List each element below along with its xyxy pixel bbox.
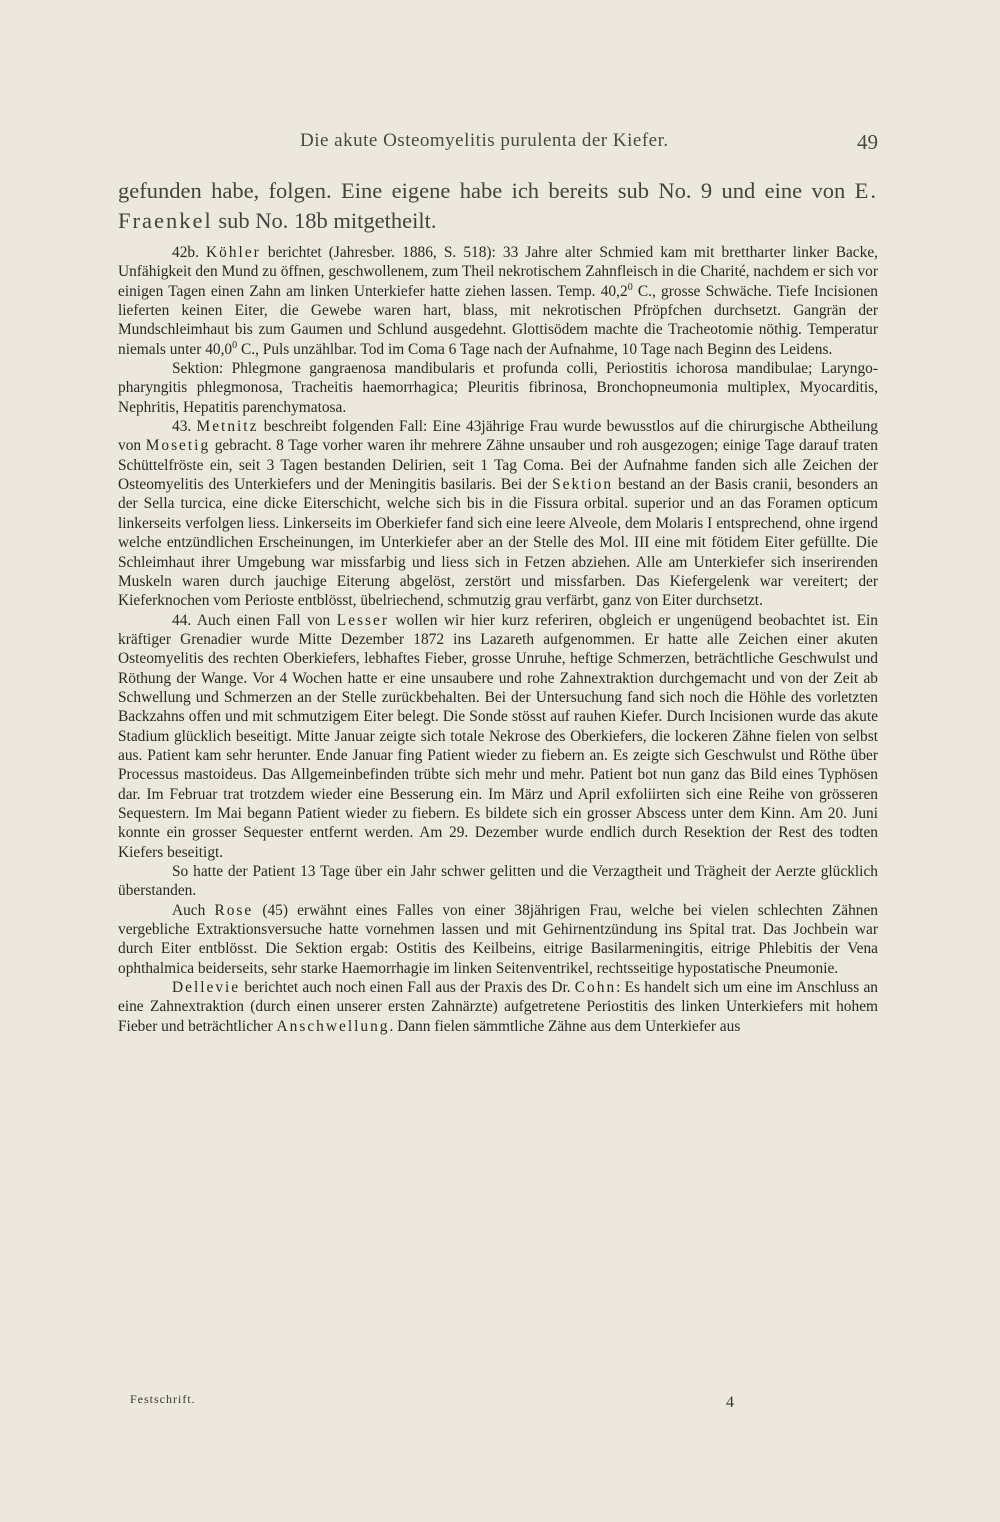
case-number: 43. [172,418,197,436]
running-header [118,130,878,164]
intro-paragraph [118,176,878,236]
sektion-42b-paragraph: Sektion: Phlegmone gangraenosa mandibularis et profunda colli, Periostitis ichorosa mandibulae; Laryngo-pharyngitis phlegmonosa, Tracheitis haemorrhagica; Pleuritis fibrinosa, Bronchopneumonia multiplex, Myocarditis, Nephritis, Hepatitis parenchymatosa. [118,360,878,416]
emphasis-word: Sektion [552,476,614,494]
text-run: bestand an der Basis cranii, besonders an der Sella turcica, eine dicke Eiterschicht, welche sich bis in die Fissura orbital. superior und an das Foramen opticum linkerseits verfolgen liess. Linkerseits im Oberkiefer fand sich eine leere Alveole, dem Molaris I entsprechend, ohne irgend welche entzündlichen Erscheinungen, im Unterkiefer aber an der Stelle des Mol. III eine mit fötidem Eiter gefüllte. Die Schleimhaut ihrer Umgebung war missfarbig und liess sich in Fetzen abziehen. Alle am Unterkiefer sich inserirenden Muskeln waren durch jauchige Eiterung abgelöst, zerstört und missfarben. Das Kiefergelenk war vereitert; der Kieferknochen vom Perioste entblösst, übelriechend, schmutzig grau verfärbt, ganz von Eiter durchsetzt. [118,476,879,610]
text-run: gebracht. 8 Tage vorher waren ihr mehrere Zähne unsauber und roh ausgezogen; einige Tage darauf traten Schüttelfröste ein, seit 3 Tagen bestanden Delirien, seit 1 Tag Coma. Bei der Aufnahme fanden sich alle Zeichen der Osteomyelitis des Unterkiefers und der Meningitis basilaris. Bei der [118,437,878,494]
sheet-number: 4 [726,1394,734,1411]
author-name: Cohn [574,979,617,997]
running-title: Die akute Osteomyelitis purulenta der Kiefer. [300,130,669,151]
text-run: berichtet (Jahresber. 1886, S. 518): 33 Jahre alter Schmied kam mit brettharter linker Backe, Unfähigkeit den Mund zu öffnen, geschwollenem, zum Theil nekrotischem Zahnfleisch in die Charité, nachdem er sich vor einigen Tagen einen Zahn am linken Unterkiefer hatte ziehen lassen. Temp. 40,2 [118,244,878,300]
author-name: Lesser [336,611,389,629]
text-run: sub No. 18b mitgetheilt. [212,208,437,233]
text-run: gefunden habe, folgen. Eine eigene habe ich bereits sub No. 9 und eine von [118,178,855,203]
case-43-paragraph [118,417,878,610]
author-name: Metnitz [196,418,259,436]
text-run: . Dann fielen sämmtliche Zähne aus dem Unterkiefer aus [389,1017,741,1035]
text-run: beschreibt folgenden Fall: Eine 43jährige Frau wurde bewusstlos auf die chirurgische Abtheilung von [118,418,878,455]
text-run: (45) erwähnt eines Falles von einer 38jährigen Frau, welche bei vielen schlechten Zähnen vergebliche Extraktionsversuche hatte vornehmen lassen und mit Gehirnentzündung ins Spital trat. Das Jochbein war durch Eiter entblösst. Die Sektion ergab: Ostitis des Keilbeins, eitrige Basilarmeningitis, eitrige Phlebitis der Vena ophthalmica beiderseits, sehr starke Haemorrhagie im linken Seitenventrikel, rechtsseitige hypostatische Pneumonie. [118,901,878,977]
case-number: 42b. [172,244,207,261]
summary-paragraph: So hatte der Patient 13 Tage über ein Jahr schwer gelitten und die Verzagtheit und Trägheit der Aerzte glücklich überstanden. [118,863,878,900]
emphasis-word: Anschwellung [276,1017,390,1035]
page-number: 49 [857,130,878,154]
intro-block [118,176,878,236]
text-run: C., Puls unzählbar. Tod im Coma 6 Tage nach der Aufnahme, 10 Tage nach Beginn des Leidens. [237,340,833,358]
case-44-paragraph [118,611,878,862]
signature-mark: Festschrift. [130,1392,196,1406]
author-name: Dellevie [172,979,241,997]
text-run: C., grosse Schwäche. Tiefe Incisionen lieferten keinen Eiter, die Gewebe waren hart, blass, mit nekrotischen Pfröpfchen durchsetzt. Gangrän der Mundschleimhaut bis zum Gaumen und Schlund ausgedehnt. Glottisödem machte die Tracheotomie nöthig. Temperatur niemals unter 40,0 [118,282,878,358]
main-text [118,243,878,1036]
text-run: : Es handelt sich um eine im Anschluss an eine Zahnextraktion (durch einen unserer ersten Zahnärzte) aufgetretene Periostitis des linken Unterkiefers mit hohem Fieber und beträchtlicher [118,979,878,1035]
case-42b-paragraph [118,243,878,359]
text-run: Auch [172,901,215,919]
author-name: E. Fraenkel [118,178,878,233]
author-name: Rose [214,901,254,919]
degree-sign: 0 [232,339,238,351]
author-name: Mosetig [145,437,211,455]
dellevie-paragraph [118,978,878,1036]
rose-paragraph [118,901,878,978]
text-run: wollen wir hier kurz referiren, obgleich er ungenügend beobachtet ist. Ein kräftiger Grenadier wurde Mitte Dezember 1872 ins Lazareth aufgenommen. Er hatte alle Zeichen einer akuten Osteomyelitis des rechten Oberkiefers, lebhaftes Fieber, grosse Unruhe, heftige Schmerzen, beträchtliche Geschwulst und Röthung der Wange. Vor 4 Wochen hatte er eine unsaubere und rohe Zahnextraktion durchgemacht und von der Zeit ab Schwellung und Schmerzen an der Stelle zurückbehalten. Bei der Untersuchung fand sich noch die Höhle des vorletzten Backzahns offen und mit schmutzigem Eiter belegt. Die Sonde stösst auf rauhen Kiefer. Durch Incisionen wurde das akute Stadium glücklich beseitigt. Mitte Januar zeigte sich totale Nekrose des Oberkiefers, die lockeren Zähne fielen von selbst aus. Patient kam sehr herunter. Ende Januar fing Patient wieder zu fiebern an. Es zeigte sich Geschwulst und Röthe über Processus mastoideus. Das Allgemeinbefinden trübte sich mehr und mehr. Patient bot nun ganz das Bild eines Typhösen dar. Im Februar trat trotzdem wieder eine Besserung ein. Im März und April exfoliirten sich eine Reihe von grösseren Sequestern. Im Mai begann Patient wieder zu fiebern. Es bildete sich ein grosser Abscess unter dem Kinn. Am 20. Juni konnte ein grosser Sequester entfernt werden. Am 29. Dezember wurde endlich durch Resektion der Rest des todten Kiefers beseitigt. [118,611,878,861]
text-run: 44. Auch einen Fall von [172,611,337,629]
page-footer [130,1392,750,1414]
text-run: berichtet auch noch einen Fall aus der Praxis des Dr. [240,979,575,997]
author-name: Köhler [206,244,261,261]
degree-sign: 0 [627,281,633,293]
